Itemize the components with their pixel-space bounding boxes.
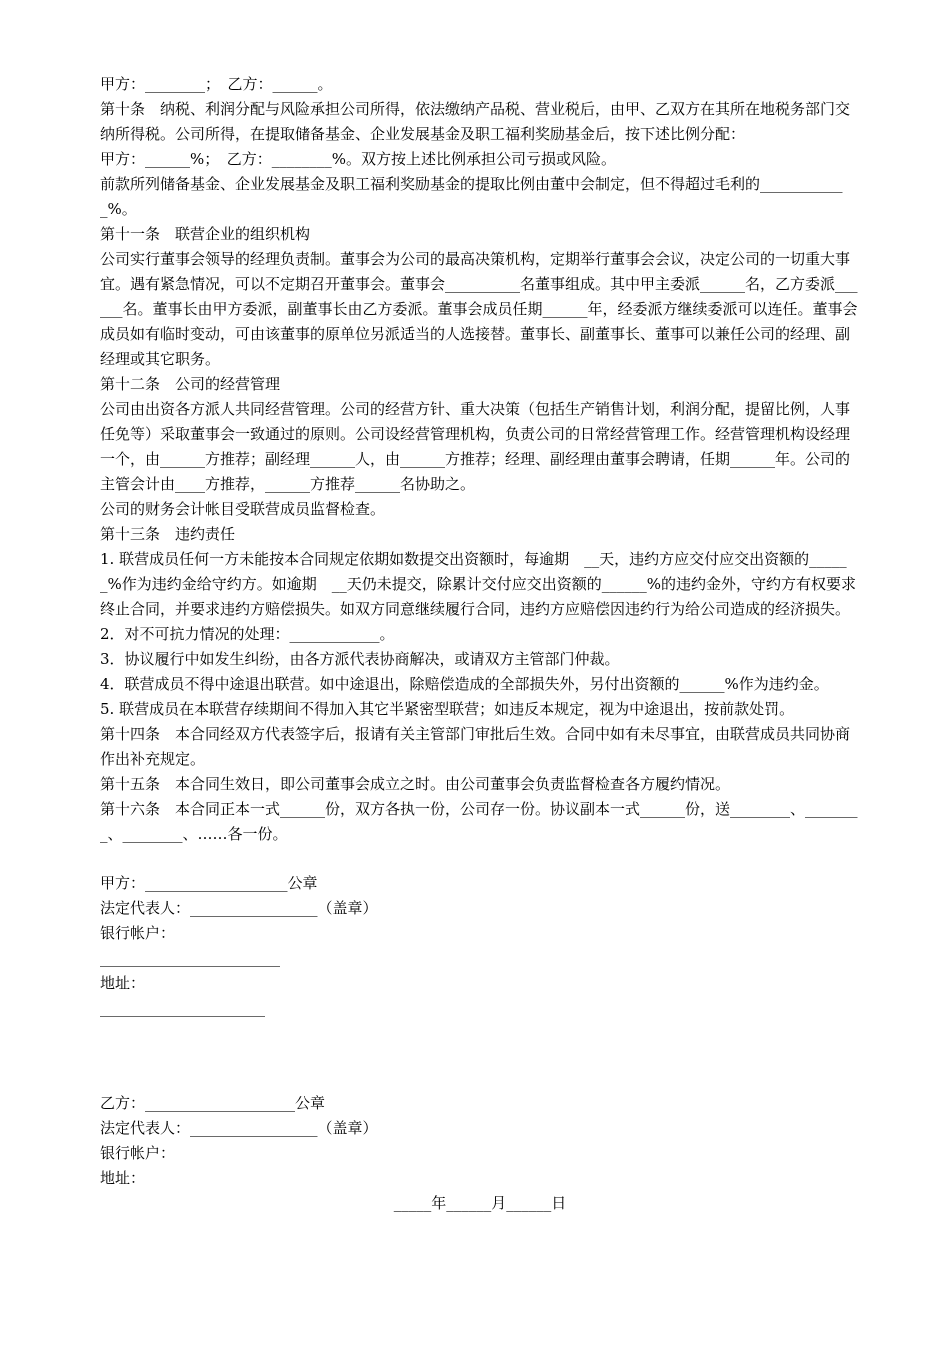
party-a-bank-label: 银行帐户：: [100, 924, 176, 942]
party-ratio-line: 甲方：________； 乙方：______。: [100, 75, 333, 93]
party-a-signature-block: [100, 871, 860, 1021]
party-a-bank-blank: ________________________: [100, 949, 280, 967]
article-13-item-2: 2．对不可抗力情况的处理：____________。: [100, 625, 395, 643]
party-b-bank-label: 银行帐户：: [100, 1144, 176, 1162]
article-15: 第十五条 本合同生效日，即公司董事会成立之时。由公司董事会负责监督检查各方履约情况。: [100, 775, 731, 793]
article-10: 第十条 纳税、利润分配与风险承担公司所得，依法缴纳产品税、营业税后，由甲、乙双方在其所在地税务部门交纳所得税。公司所得，在提取储备基金、企业发展基金及职工福利奖励基金后，按下述比例分配：: [100, 100, 851, 143]
party-a-representative: 法定代表人：_________________（盖章）: [100, 899, 378, 917]
signing-date: _____年______月______日: [393, 1194, 567, 1212]
spacer: [100, 1021, 860, 1091]
article-11-body: 公司实行董事会领导的经理负责制。董事会为公司的最高决策机构，定期举行董事会会议，决定公司的一切重大事宜。遇有紧急情况，可以不定期召开董事会。董事会__________名董事组成。其中甲主委派______名，乙方委派______名。董事长由甲方委派，副董事长由乙方委派。董事会成员任期______年，经委派方继续委派可以连任。董事会成员如有临时变动，可由该董事的原单位另派适当的人选接替。董事长、副董事长、董事可以兼任公司的经理、副经理或其它职务。: [100, 250, 858, 368]
article-12-body: 公司由出资各方派人共同经营管理。公司的经营方针、重大决策（包括生产销售计划，利润分配，提留比例，人事任免等）采取董事会一致通过的原则。公司设经营管理机构，负责公司的日常经营管理工作。经营管理机构设经理一个，由______方推荐；副经理______人，由______方推荐；经理、副经理由董事会聘请，任期______年。公司的主管会计由____方推荐，______方推荐______名协助之。: [100, 400, 851, 493]
party-b-representative: 法定代表人：_________________（盖章）: [100, 1119, 378, 1137]
party-b-name: 乙方：____________________公章: [100, 1094, 326, 1112]
contract-page: [100, 72, 860, 1216]
article-16: 第十六条 本合同正本一式______份，双方各执一份，公司存一份。协议副本一式______份，送________、________、________、……各一份。: [100, 800, 858, 843]
audit-line: 公司的财务会计帐目受联营成员监督检查。: [100, 500, 386, 518]
party-b-address-label: 地址：: [100, 1169, 146, 1187]
article-13-item-5: 5. 联营成员在本联营存续期间不得加入其它半紧密型联营；如违反本规定，视为中途退出，按前款处罚。: [100, 700, 795, 718]
party-b-signature-block: [100, 1091, 860, 1191]
party-a-name: 甲方：___________________公章: [100, 874, 318, 892]
article-13-item-3: 3．协议履行中如发生纠纷，由各方派代表协商解决，或请双方主管部门仲裁。: [100, 650, 620, 668]
profit-ratio-line: 甲方：______%； 乙方：________%。双方按上述比例承担公司亏损或风险。: [100, 150, 617, 168]
fund-ratio-paragraph: 前款所列储备基金、企业发展基金及职工福利奖励基金的提取比例由董中会制定，但不得超过毛利的____________%。: [100, 175, 843, 218]
article-13-heading: 第十三条 违约责任: [100, 525, 236, 543]
article-12-heading: 第十二条 公司的经营管理: [100, 375, 281, 393]
article-13-item-4: 4．联营成员不得中途退出联营。如中途退出，除赔偿造成的全部损失外，另付出资额的______%作为违约金。: [100, 675, 829, 693]
party-a-address-label: 地址：: [100, 974, 146, 992]
spacer: [100, 847, 860, 871]
article-11-heading: 第十一条 联营企业的组织机构: [100, 225, 311, 243]
article-14: 第十四条 本合同经双方代表签字后，报请有关主管部门审批后生效。合同中如有未尽事宜，由联营成员共同协商作出补充规定。: [100, 725, 851, 768]
party-a-address-blank: ______________________: [100, 999, 265, 1017]
article-13-item-1: 1. 联营成员任何一方未能按本合同规定依期如数提交出资额时，每逾期 __天，违约方应交付应交出资额的______%作为违约金给守约方。如逾期 __天仍未提交，除累计交付应交出资额的______%的违约金外，守约方有权要求终止合同，并要求违约方赔偿损失。如双方同意继续履行合同，违约方应赔偿因违约行为给公司造成的经济损失。: [100, 550, 857, 618]
